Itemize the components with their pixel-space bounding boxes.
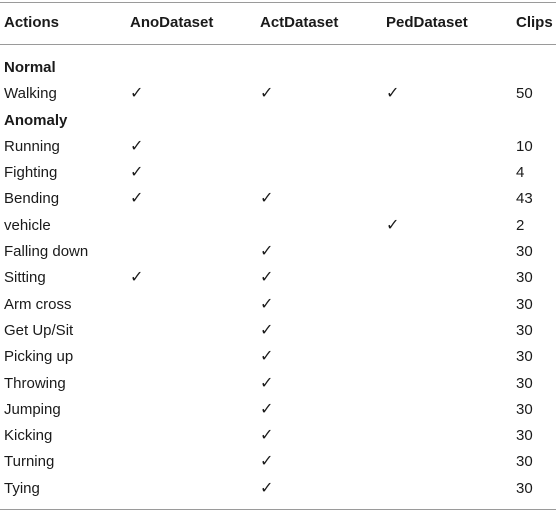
actdataset-check: ✓ xyxy=(260,348,274,366)
header-actdataset: ActDataset xyxy=(260,14,339,31)
clips-count: 50 xyxy=(516,85,533,103)
action-label: Anomaly xyxy=(4,111,68,129)
table-row xyxy=(0,398,556,424)
clips-count: 30 xyxy=(516,453,533,471)
clips-count: 30 xyxy=(516,479,533,497)
peddataset-check: ✓ xyxy=(386,85,400,103)
clips-count: 43 xyxy=(516,190,533,208)
action-label: Get Up/Sit xyxy=(4,321,74,339)
clips-count: 30 xyxy=(516,321,533,339)
header-rule xyxy=(0,44,556,45)
table-row xyxy=(0,135,556,161)
clips-count: 10 xyxy=(516,137,533,155)
table-row xyxy=(0,345,556,371)
table-row xyxy=(0,450,556,476)
actdataset-check: ✓ xyxy=(260,453,274,471)
table-row xyxy=(0,424,556,450)
actdataset-check: ✓ xyxy=(260,400,274,418)
clips-count: 30 xyxy=(516,348,533,366)
actdataset-check: ✓ xyxy=(260,321,274,339)
table-row xyxy=(0,240,556,266)
group-row xyxy=(0,109,556,135)
clips-count: 30 xyxy=(516,374,533,392)
table-row xyxy=(0,187,556,213)
actdataset-check: ✓ xyxy=(260,295,274,313)
table-row xyxy=(0,161,556,187)
action-label: Arm cross xyxy=(4,295,72,313)
action-label: Fighting xyxy=(4,164,58,182)
anodataset-check: ✓ xyxy=(130,164,144,182)
action-label: Picking up xyxy=(4,348,74,366)
actdataset-check: ✓ xyxy=(260,243,274,261)
actdataset-check: ✓ xyxy=(260,374,274,392)
table-row xyxy=(0,266,556,292)
action-label: Tying xyxy=(4,479,40,497)
clips-count: 30 xyxy=(516,269,533,287)
anodataset-check: ✓ xyxy=(130,85,144,103)
table-body xyxy=(0,56,556,503)
action-label: vehicle xyxy=(4,216,51,234)
peddataset-check: ✓ xyxy=(386,216,400,234)
actdataset-check: ✓ xyxy=(260,85,274,103)
action-label: Turning xyxy=(4,453,55,471)
table-row xyxy=(0,82,556,108)
table-row xyxy=(0,214,556,240)
anodataset-check: ✓ xyxy=(130,190,144,208)
table-header xyxy=(0,3,556,44)
action-label: Normal xyxy=(4,59,56,76)
table-row xyxy=(0,293,556,319)
actdataset-check: ✓ xyxy=(260,269,274,287)
actdataset-check: ✓ xyxy=(260,427,274,445)
action-label: Falling down xyxy=(4,243,89,261)
action-label: Sitting xyxy=(4,269,46,287)
action-label: Throwing xyxy=(4,374,66,392)
group-row xyxy=(0,56,556,82)
clips-count: 30 xyxy=(516,243,533,261)
header-clips: Clips xyxy=(516,14,553,31)
action-label: Jumping xyxy=(4,400,61,418)
actdataset-check: ✓ xyxy=(260,479,274,497)
bottom-rule xyxy=(0,509,556,510)
header-actions: Actions xyxy=(4,14,60,31)
action-label: Kicking xyxy=(4,427,53,445)
anodataset-check: ✓ xyxy=(130,137,144,155)
action-label: Walking xyxy=(4,85,57,103)
clips-count: 4 xyxy=(516,164,525,182)
header-peddataset: PedDataset xyxy=(386,14,468,31)
anodataset-check: ✓ xyxy=(130,269,144,287)
action-label: Bending xyxy=(4,190,60,208)
clips-count: 30 xyxy=(516,295,533,313)
table-row xyxy=(0,319,556,345)
action-label: Running xyxy=(4,137,60,155)
header-anodataset: AnoDataset xyxy=(130,14,214,31)
clips-count: 2 xyxy=(516,216,525,234)
table-row xyxy=(0,477,556,503)
clips-count: 30 xyxy=(516,427,533,445)
table-row xyxy=(0,372,556,398)
actdataset-check: ✓ xyxy=(260,190,274,208)
clips-count: 30 xyxy=(516,400,533,418)
